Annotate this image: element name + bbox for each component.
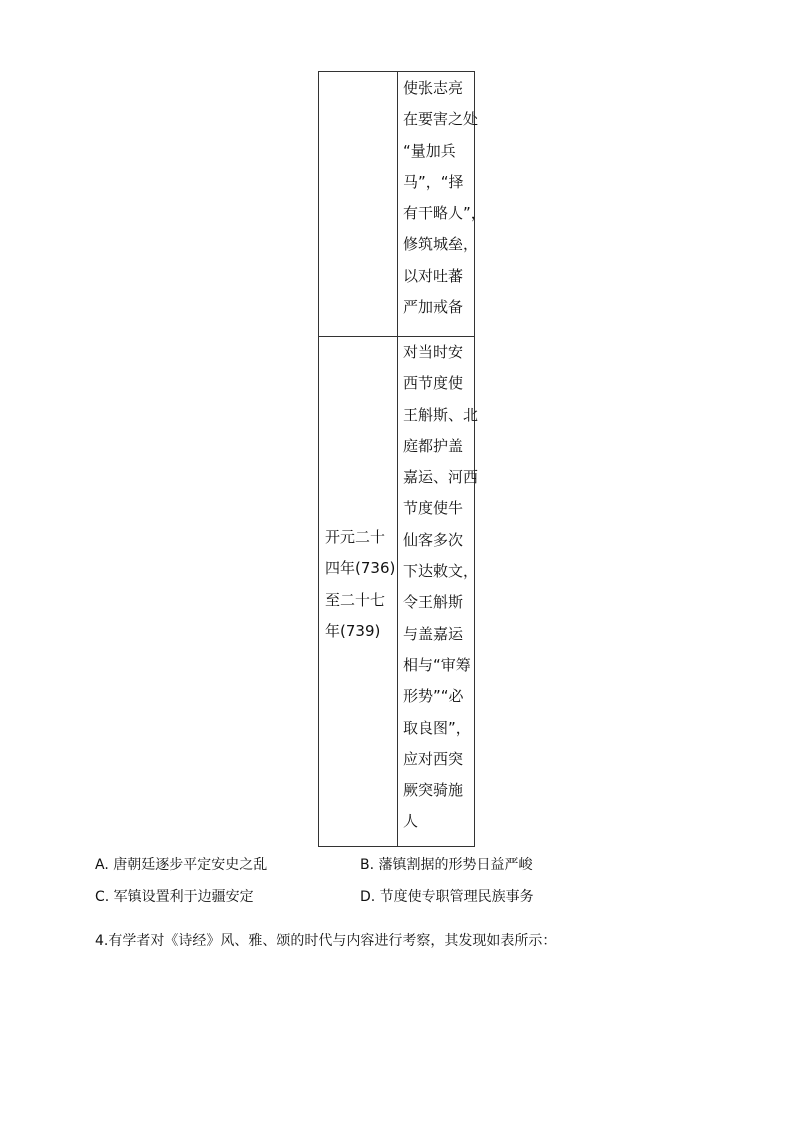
cell-line: 形势”“必 — [403, 687, 464, 706]
option-c: C. 军镇设置利于边疆安定 — [95, 889, 254, 905]
cell-line: 应对西突 — [403, 749, 464, 768]
cell-line: 相与“审筹 — [403, 655, 471, 674]
cell-line: 西节度使 — [403, 374, 464, 393]
cell-line: 马”，“择 — [403, 172, 464, 191]
cell-line: 以对吐蕃 — [403, 266, 464, 285]
cell-line: 王斛斯、北 — [403, 405, 479, 424]
cell-line: 至二十七 — [325, 590, 386, 609]
cell-line: 严加戒备 — [403, 298, 464, 317]
row2-event-cell — [403, 337, 479, 838]
cell-line: 嘉运、河西 — [403, 468, 479, 487]
row2-time-cell — [325, 522, 395, 647]
cell-line: 仙客多次 — [403, 530, 464, 549]
cell-line: 取良图”， — [403, 718, 471, 737]
question-4: 4.有学者对《诗经》风、雅、颂的时代与内容进行考察，其发现如表所示： — [95, 933, 557, 949]
cell-line: 节度使牛 — [403, 499, 464, 518]
cell-line: 对当时安 — [403, 343, 464, 361]
table-column-divider — [397, 72, 398, 846]
cell-line: 人 — [403, 812, 419, 831]
row1-event-cell — [403, 73, 486, 323]
cell-line: “量加兵 — [403, 141, 456, 160]
cell-line: 年(739) — [325, 621, 381, 640]
cell-line: 开元二十 — [325, 528, 386, 546]
cell-line: 庭都护盖 — [403, 436, 464, 455]
cell-line: 下达敕文， — [403, 562, 479, 581]
cell-line: 修筑城垒， — [403, 235, 479, 254]
cell-line: 与盖嘉运 — [403, 624, 464, 643]
option-d: D. 节度使专职管理民族事务 — [360, 889, 534, 905]
cell-line: 有干略人”， — [403, 204, 486, 223]
cell-line: 四年(736) — [325, 559, 396, 578]
cell-line: 厥突骑施 — [403, 781, 464, 800]
cell-line: 在要害之处 — [403, 110, 479, 129]
option-a: A. 唐朝廷逐步平定安史之乱 — [95, 857, 268, 873]
cell-line: 使张志亮 — [403, 79, 464, 97]
cell-line: 令王斛斯 — [403, 593, 464, 612]
history-table — [318, 71, 486, 847]
option-b: B. 藩镇割据的形势日益严峻 — [360, 857, 533, 873]
